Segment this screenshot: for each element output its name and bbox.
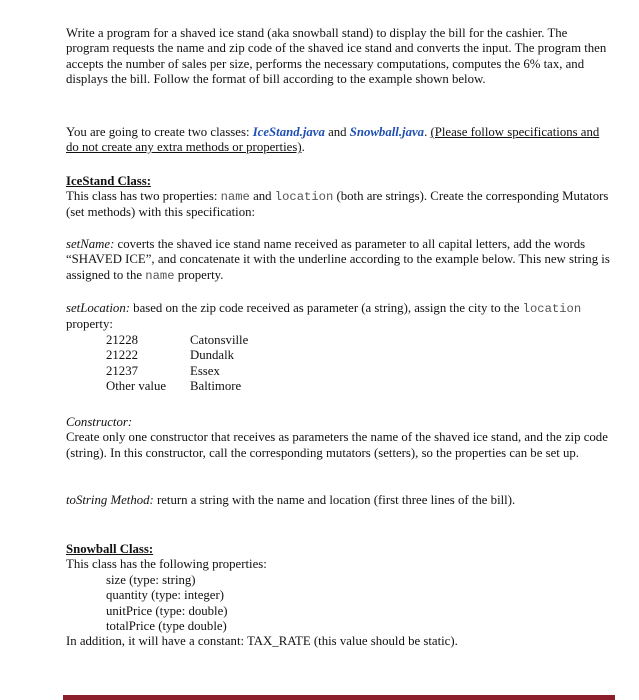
city-cell: Baltimore [190, 379, 242, 394]
classes-paragraph [66, 125, 611, 156]
classes-period: . [424, 125, 431, 139]
zip-cell: 21222 [106, 348, 138, 363]
prop-name-code: name [220, 190, 250, 204]
constructor-label: Constructor: [66, 415, 133, 429]
icestand-description [66, 189, 611, 221]
setlocation-prop-code: location [522, 302, 582, 316]
setlocation-text2: property: [66, 317, 113, 332]
setname-paragraph [66, 237, 611, 284]
icestand-desc-part1: This class has two properties: [66, 189, 221, 203]
list-item: size (type: string) [106, 573, 196, 587]
classes-and: and [324, 125, 350, 139]
constructor-text: Create only one constructor that receives as parameters the name of the shaved ice stand, and the zip code (string). In this constructor, call the corresponding mutators (setters), so the properties can be set up. [66, 430, 608, 460]
specifications-note: (Please follow specifications and do not create any extra methods or properties) [66, 125, 600, 155]
zip-cell: Other value [106, 379, 167, 394]
prop-location-code: location [274, 190, 334, 204]
city-cell: Catonsville [190, 333, 249, 347]
setname-label: setName: [66, 237, 115, 251]
icestand-desc-part2: (both are strings). Create the corresponding Mutators (set methods) with this specification: [66, 189, 609, 220]
setlocation-label: setLocation: [66, 301, 130, 315]
constructor-section [66, 415, 611, 461]
list-item: quantity (type: integer) [106, 588, 224, 603]
classes-prefix: You are going to create two classes: [66, 125, 253, 139]
list-item: totalPrice (type double) [106, 619, 227, 634]
icestand-desc-and: and [249, 189, 275, 203]
table-row [106, 379, 248, 394]
table-row [106, 333, 248, 348]
snowball-file-name: Snowball.java [349, 125, 425, 139]
zip-cell: 21228 [106, 333, 138, 347]
intro-paragraph: Write a program for a shaved ice stand (aka snowball stand) to display the bill for the cashier. The program requests the name and zip code of the shaved ice stand and converts the input. The program then accepts the number of sales per size, performs the necessary computations, computes the 6% tax, and displays the bill. Follow the format of bill according to the example shown below. [66, 26, 607, 87]
table-row [106, 348, 248, 363]
bottom-divider-bar [63, 695, 615, 700]
snowball-heading: Snowball Class: [66, 542, 154, 556]
icestand-file-name: IceStand.java [252, 125, 325, 139]
setname-prop-code: name [145, 268, 175, 283]
snowball-properties-list [106, 573, 228, 635]
table-row [106, 364, 248, 379]
setlocation-text1: based on the zip code received as parameter (a string), assign the city to the [129, 301, 523, 315]
city-cell: Dundalk [190, 348, 235, 363]
tax-rate-line: In addition, it will have a constant: TAX_RATE (this value should be static). [66, 634, 458, 648]
zip-city-table [106, 333, 248, 395]
setlocation-paragraph [66, 301, 611, 333]
tostring-paragraph [66, 493, 611, 508]
tostring-text: return a string with the name and location (first three lines of the bill). [153, 493, 516, 507]
list-item: unitPrice (type: double) [106, 603, 228, 618]
icestand-heading: IceStand Class: [66, 174, 151, 188]
classes-end: . [301, 140, 305, 155]
zip-cell: 21237 [106, 363, 138, 378]
setname-text1: coverts the shaved ice stand name received as parameter to all capital letters, add the words “SHAVED ICE”, and concatenate it with the underline according to the example below. This new string is assigned to the [66, 237, 610, 282]
snowball-description: This class has the following properties: [66, 557, 267, 571]
setname-text2: property. [174, 267, 224, 282]
tostring-label: toString Method: [66, 493, 154, 507]
city-cell: Essex [190, 363, 220, 378]
